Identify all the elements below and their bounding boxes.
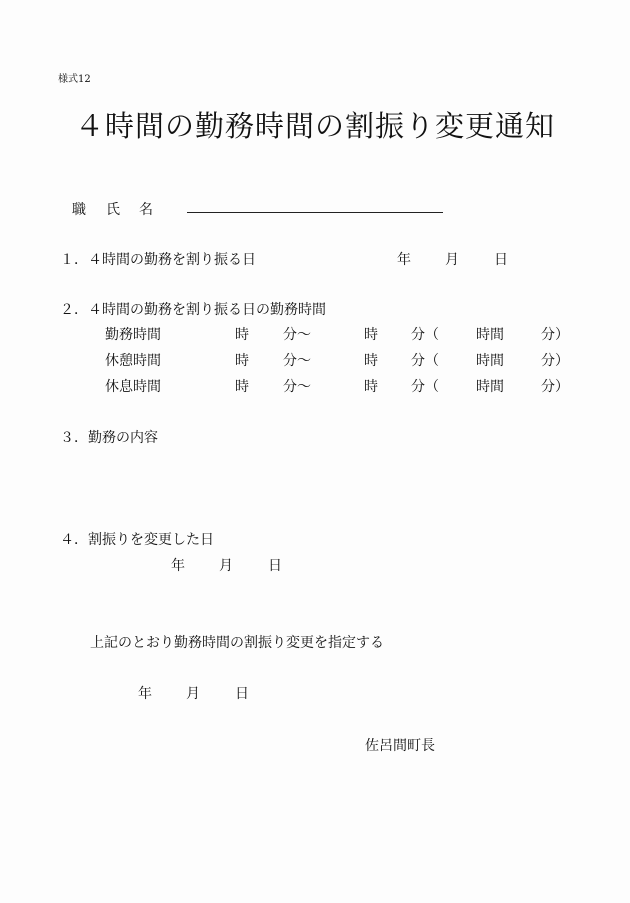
issue-month: 月 [186,686,200,702]
end-minute: 分（ [411,353,439,369]
section-1-day: 日 [494,252,508,268]
time-row-rest [0,376,630,396]
section-2-label: ２．４時間の勤務を割り振る日の勤務時間 [60,302,326,318]
row-name: 休息時間 [105,379,161,395]
duration-minutes: 分） [541,353,569,369]
section-1-year: 年 [397,252,411,268]
time-row-break [0,350,630,370]
start-minute: 分～ [283,353,311,369]
name-underline [187,212,443,213]
row-name: 勤務時間 [105,327,161,343]
start-minute: 分～ [283,327,311,343]
name-label-3: 名 [139,202,153,218]
duration-hours: 時間 [476,327,504,343]
issue-day: 日 [235,686,249,702]
end-hour: 時 [364,353,378,369]
duration-minutes: 分） [541,379,569,395]
form-number: 様式12 [58,74,91,85]
end-minute: 分（ [411,379,439,395]
start-minute: 分～ [283,379,311,395]
statement-text: 上記のとおり勤務時間の割振り変更を指定する [90,635,384,651]
row-name: 休憩時間 [105,353,161,369]
end-minute: 分（ [411,327,439,343]
name-label-1: 職 [72,202,86,218]
section-1-label: １．４時間の勤務を割り振る日 [60,252,256,268]
issue-year: 年 [138,686,152,702]
section-1-month: 月 [445,252,459,268]
section-4-year: 年 [171,558,185,574]
signer-title: 佐呂間町長 [365,738,435,754]
document-title: ４時間の勤務時間の割振り変更通知 [74,109,555,143]
start-hour: 時 [235,379,249,395]
duration-hours: 時間 [476,379,504,395]
section-4-day: 日 [268,558,282,574]
section-4-month: 月 [219,558,233,574]
end-hour: 時 [364,327,378,343]
duration-hours: 時間 [476,353,504,369]
section-3-label: ３．勤務の内容 [60,430,158,446]
duration-minutes: 分） [541,327,569,343]
start-hour: 時 [235,353,249,369]
time-row-work [0,324,630,344]
start-hour: 時 [235,327,249,343]
name-label-2: 氏 [106,202,120,218]
end-hour: 時 [364,379,378,395]
section-4-label: ４．割振りを変更した日 [60,532,214,548]
